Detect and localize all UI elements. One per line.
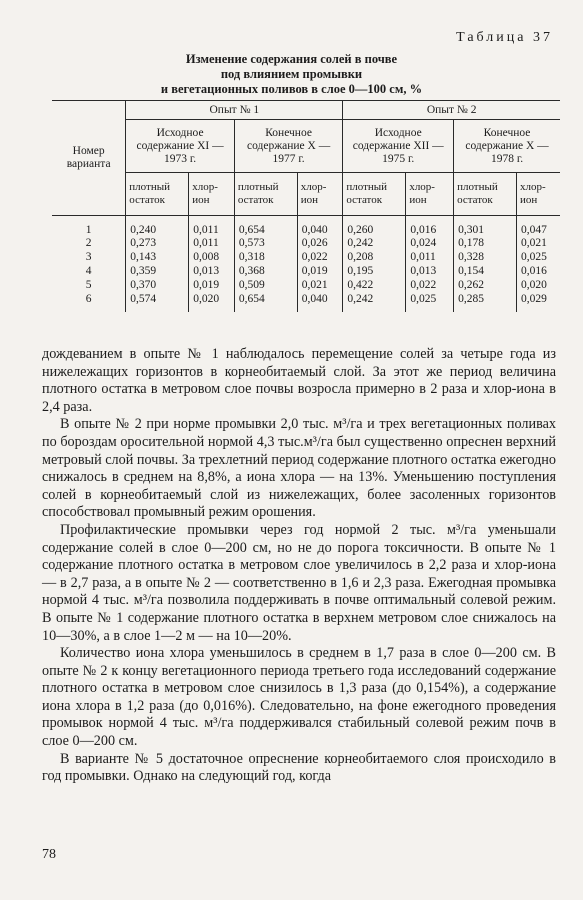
table-cell: 0,301 (454, 216, 517, 238)
table-cell: 0,208 (343, 251, 406, 265)
table-label: Таблица 37 (456, 30, 553, 45)
table-cell: 0,040 (297, 293, 343, 312)
table-cell: 0,654 (234, 293, 297, 312)
table-cell: 0,022 (297, 251, 343, 265)
table-cell: 0,019 (189, 279, 235, 293)
body-text (42, 346, 556, 786)
table-cell: 0,011 (189, 237, 235, 251)
subcol-header: плотный остаток (454, 173, 517, 216)
table-cell: 0,029 (517, 293, 560, 312)
table-cell: 0,242 (343, 293, 406, 312)
variant-number: 6 (52, 293, 126, 312)
group-header: Исходное содержание XI — 1973 г. (126, 120, 235, 173)
table-cell: 0,178 (454, 237, 517, 251)
table-cell: 0,260 (343, 216, 406, 238)
table-cell: 0,574 (126, 293, 189, 312)
caption-line: под влиянием промывки (220, 67, 363, 81)
paragraph: Количество иона хлора уменьшилось в среднем в 1,7 раза в слое 0—200 см. В опыте № 2 к концу вегетационного периода третьего года исследований содержание плотного остатка в метровом слое снизилось в 1,3 раза (до 0,154%), а содержание иона хлора в 1,2 раза (до 0,016%). Следовательно, на фоне ежегодного проведения промывок нормой 4 тыс. м³/га поддерживался стабильный солевой режим почв в слое 0—200 см. (42, 645, 556, 750)
paragraph: В варианте № 5 достаточное опреснение корнеобитаемого слоя происходило в год промывки. Однако на следующий год, когда (42, 750, 556, 785)
group-header: Конечное содержание X — 1978 г. (454, 120, 560, 173)
variant-number: 4 (52, 265, 126, 279)
table-row (52, 216, 560, 238)
subcol-header: хлор-ион (406, 173, 454, 216)
table-cell: 0,008 (189, 251, 235, 265)
experiment-2-header: Опыт № 2 (343, 101, 560, 120)
table-cell: 0,022 (406, 279, 454, 293)
table-cell: 0,020 (189, 293, 235, 312)
table-cell: 0,021 (297, 279, 343, 293)
table-cell: 0,019 (297, 265, 343, 279)
table-cell: 0,573 (234, 237, 297, 251)
table-cell: 0,370 (126, 279, 189, 293)
table-cell: 0,021 (517, 237, 560, 251)
table-cell: 0,020 (517, 279, 560, 293)
table-cell: 0,040 (297, 216, 343, 238)
table-cell: 0,011 (406, 251, 454, 265)
table-cell: 0,013 (406, 265, 454, 279)
table-cell: 0,242 (343, 237, 406, 251)
table-cell: 0,016 (406, 216, 454, 238)
table-row (52, 293, 560, 312)
variant-number: 2 (52, 237, 126, 251)
salt-content-table (52, 100, 560, 312)
table-cell: 0,024 (406, 237, 454, 251)
variant-number: 5 (52, 279, 126, 293)
variant-header: Номер варианта (52, 101, 126, 216)
subcol-header: хлор-ион (297, 173, 343, 216)
table-row (52, 265, 560, 279)
table-cell: 0,154 (454, 265, 517, 279)
subcol-header: плотный остаток (234, 173, 297, 216)
table-cell: 0,047 (517, 216, 560, 238)
paragraph: В опыте № 2 при норме промывки 2,0 тыс. м³/га и трех вегетационных поливах по бороздам оросительной нормой 4,3 тыс.м³/га был существенно опреснен верхний метровый слой почвы. За трехлетний период содержание плотного остатка ежегодно снижалось в среднем на 8,8%, а иона хлора — на 13%. Уменьшению поступления солей в корнеобитаемый слой из нижележащих, более засоленных горизонтов способствовал промывный режим орошения. (42, 416, 556, 521)
table-cell: 0,262 (454, 279, 517, 293)
table-cell: 0,509 (234, 279, 297, 293)
table-cell: 0,013 (189, 265, 235, 279)
table-cell: 0,422 (343, 279, 406, 293)
table-caption (0, 52, 583, 97)
table-cell: 0,359 (126, 265, 189, 279)
table-cell: 0,368 (234, 265, 297, 279)
table-cell: 0,328 (454, 251, 517, 265)
subcol-header: плотный остаток (343, 173, 406, 216)
table-cell: 0,240 (126, 216, 189, 238)
table-row (52, 251, 560, 265)
caption-line: и вегетационных поливов в слое 0—100 см, % (160, 82, 423, 96)
paragraph: Профилактические промывки через год нормой 2 тыс. м³/га уменьшали содержание солей в слое 0—200 см, но не до порога токсичности. В опыте № 1 содержание плотного остатка в метровом слое увеличилось в 2,2 раза и хлор-иона — в 2,7 раза, а в опыте № 2 — соответственно в 1,6 и 2,3 раза. Ежегодная промывка нормой 4 тыс. м³/га позволила поддерживать в почве оптимальный солевой режим. В опыте № 1 содержание плотного остатка в верхнем метровом слое снижалось на 10—30%, а в слое 1—2 м — на 10—20%. (42, 521, 556, 644)
group-header: Конечное содержание X — 1977 г. (234, 120, 343, 173)
subcol-header: хлор-ион (189, 173, 235, 216)
table-cell: 0,654 (234, 216, 297, 238)
table-cell: 0,285 (454, 293, 517, 312)
table-row (52, 279, 560, 293)
subcol-header: плотный остаток (126, 173, 189, 216)
variant-number: 3 (52, 251, 126, 265)
subcol-header: хлор-ион (517, 173, 560, 216)
table-cell: 0,318 (234, 251, 297, 265)
table-row (52, 237, 560, 251)
variant-number: 1 (52, 216, 126, 238)
paragraph: дождеванием в опыте № 1 наблюдалось перемещение солей за четыре года из нижележащих горизонтов в корнеобитаемый слой. За этот же период величина плотного остатка в метровом слое почвы возросла примерно в 2 раза и хлор-иона в 2,4 раза. (42, 346, 556, 415)
table-cell: 0,026 (297, 237, 343, 251)
table-cell: 0,025 (406, 293, 454, 312)
table-cell: 0,273 (126, 237, 189, 251)
table-cell: 0,025 (517, 251, 560, 265)
table-cell: 0,143 (126, 251, 189, 265)
experiment-1-header: Опыт № 1 (126, 101, 343, 120)
page-number: 78 (42, 847, 56, 862)
table-cell: 0,016 (517, 265, 560, 279)
group-header: Исходное содержание XII — 1975 г. (343, 120, 454, 173)
caption-line: Изменение содержания солей в почве (185, 52, 398, 66)
table-cell: 0,195 (343, 265, 406, 279)
table-cell: 0,011 (189, 216, 235, 238)
